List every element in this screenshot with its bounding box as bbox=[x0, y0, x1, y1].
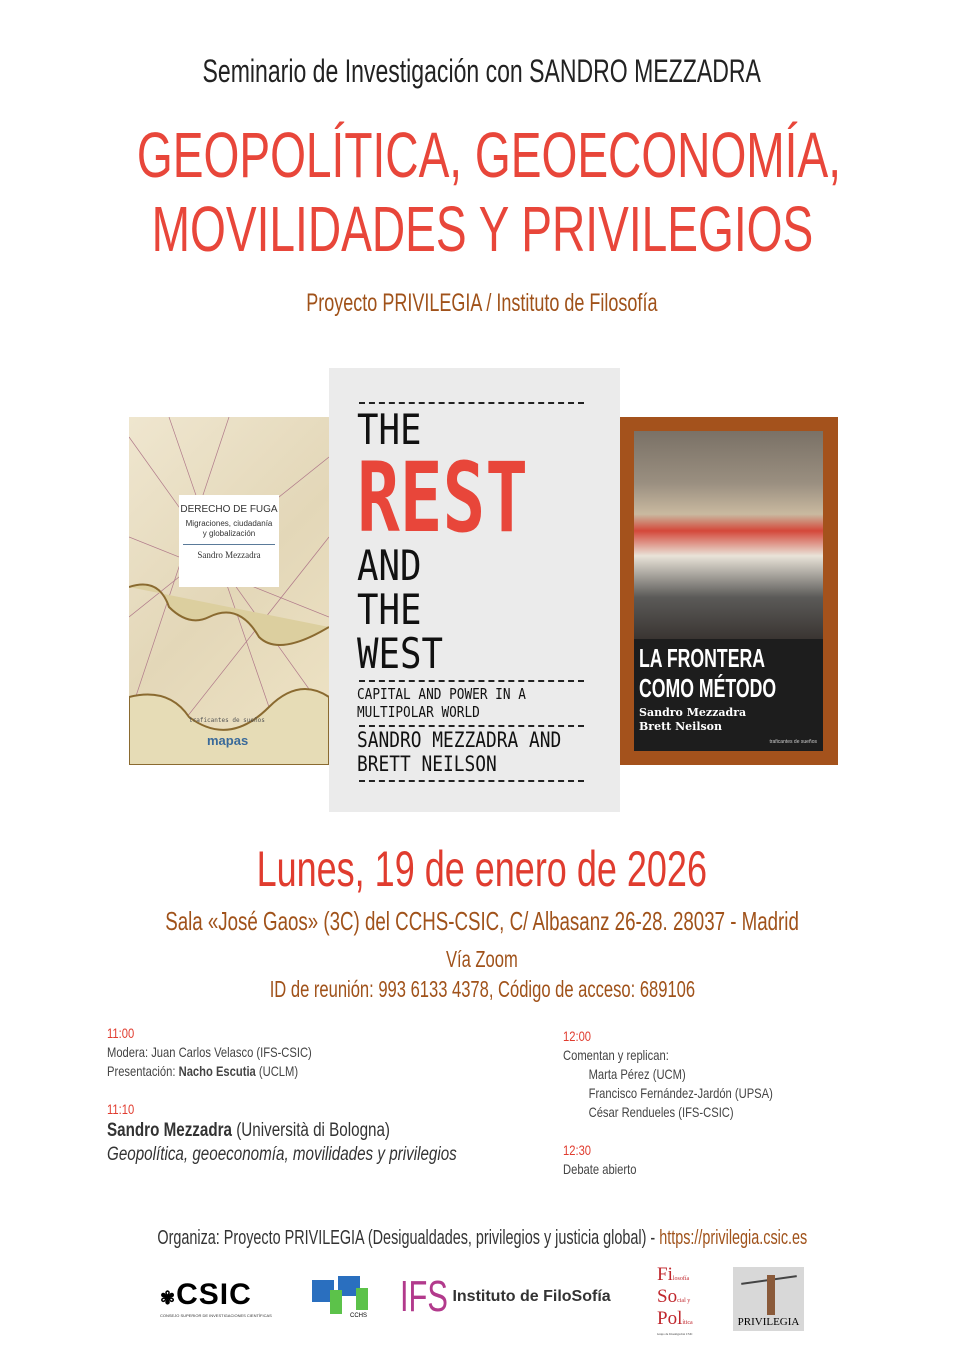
speaker: Sandro Mezzadra bbox=[107, 1120, 233, 1141]
fsp-logo: Filosofía Social y Política Grupo de Investigación CSIC bbox=[657, 1264, 693, 1336]
book-author: Brett Neilson bbox=[639, 720, 723, 733]
privilegia-logo: PRIVILEGIA bbox=[733, 1267, 804, 1331]
book-title: LA FRONTERA bbox=[639, 643, 766, 673]
schedule-1200 bbox=[563, 1027, 773, 1122]
book-title-rest: REST bbox=[357, 442, 529, 554]
publisher: traficantes de sueños bbox=[769, 739, 817, 745]
event-date: Lunes, 19 de enero de 2026 bbox=[256, 841, 708, 897]
book-title: DERECHO DE FUGA bbox=[180, 504, 278, 515]
schedule-1110: 11:10 Sandro Mezzadra (Università di Bologna) Geopolítica, geoeconomía, movilidades y privilegios bbox=[107, 1101, 457, 1165]
book-title: COMO MÉTODO bbox=[639, 673, 777, 703]
book-subtitle: CAPITAL AND POWER IN A bbox=[357, 685, 526, 703]
csic-logo: ✾CSIC CONSEJO SUPERIOR DE INVESTIGACIONES CIENTÍFICAS bbox=[160, 1278, 272, 1318]
event-venue: Sala «José Gaos» (3C) del CCHS-CSIC, C/ Albasanz 26-28. 28037 - Madrid bbox=[165, 906, 799, 936]
discussant: Francisco Fernández-Jardón (UPSA) bbox=[588, 1085, 773, 1101]
book-cover-la-frontera bbox=[620, 417, 838, 765]
book-author: Sandro Mezzadra bbox=[639, 706, 747, 719]
presenter: Nacho Escutia bbox=[178, 1063, 256, 1079]
project-link[interactable]: https://privilegia.csic.es bbox=[658, 1227, 807, 1249]
book-author: Sandro Mezzadra bbox=[197, 550, 261, 560]
cchs-logo: CCHS bbox=[312, 1276, 372, 1320]
book-cover-derecho-de-fuga bbox=[129, 417, 329, 765]
talk-title: Geopolítica, geoeconomía, movilidades y privilegios bbox=[107, 1144, 457, 1165]
book-subtitle: y globalización bbox=[202, 529, 256, 538]
schedule-1100: 11:00 Modera: Juan Carlos Velasco (IFS-CSIC) Presentación: Nacho Escutia (UCLM) bbox=[107, 1025, 312, 1079]
series-name: mapas bbox=[207, 733, 249, 748]
time: 11:00 bbox=[107, 1025, 135, 1041]
book-title-the2: THE bbox=[357, 585, 422, 634]
moderator: Modera: Juan Carlos Velasco (IFS-CSIC) bbox=[107, 1044, 312, 1060]
book-title-west: WEST bbox=[357, 629, 443, 678]
organizer-line: Organiza: Proyecto PRIVILEGIA (Desigualdades, privilegios y justicia global) - https://privilegia.csic.es bbox=[157, 1227, 807, 1249]
time: 12:00 bbox=[563, 1028, 592, 1044]
book-authors: SANDRO MEZZADRA AND bbox=[357, 728, 562, 752]
protest-photo bbox=[634, 431, 823, 639]
ifs-logo: IFS Instituto de FiloSofía bbox=[400, 1272, 611, 1321]
book-title-the: THE bbox=[357, 405, 422, 454]
seminar-heading: Seminario de Investigación con SANDRO MEZZADRA bbox=[202, 53, 762, 89]
time: 11:10 bbox=[107, 1101, 135, 1117]
discussant: César Rendueles (IFS-CSIC) bbox=[588, 1104, 734, 1120]
online-label: Vía Zoom bbox=[446, 946, 518, 972]
book-label bbox=[179, 495, 279, 587]
main-title: GEOPOLÍTICA, GEOECONOMÍA, MOVILIDADES Y PRIVILEGIOS bbox=[136, 119, 842, 265]
label: Comentan y replican: bbox=[563, 1047, 669, 1063]
zoom-meeting-info: ID de reunión: 993 6133 4378, Código de acceso: 689106 bbox=[269, 976, 695, 1002]
time: 12:30 bbox=[563, 1142, 592, 1158]
book-subtitle: MULTIPOLAR WORLD bbox=[357, 703, 480, 721]
book-authors: BRETT NEILSON bbox=[357, 752, 497, 776]
publisher: traficantes de sueños bbox=[189, 717, 265, 724]
book-cover-rest-and-west bbox=[329, 368, 620, 812]
label: Debate abierto bbox=[563, 1161, 637, 1177]
schedule-1230 bbox=[563, 1141, 636, 1179]
project-line: Proyecto PRIVILEGIA / Instituto de Filosofía bbox=[306, 289, 658, 317]
book-title-and: AND bbox=[357, 541, 422, 590]
map-background bbox=[129, 417, 329, 765]
book-subtitle: Migraciones, ciudadanía bbox=[185, 519, 273, 528]
discussant: Marta Pérez (UCM) bbox=[588, 1066, 686, 1082]
